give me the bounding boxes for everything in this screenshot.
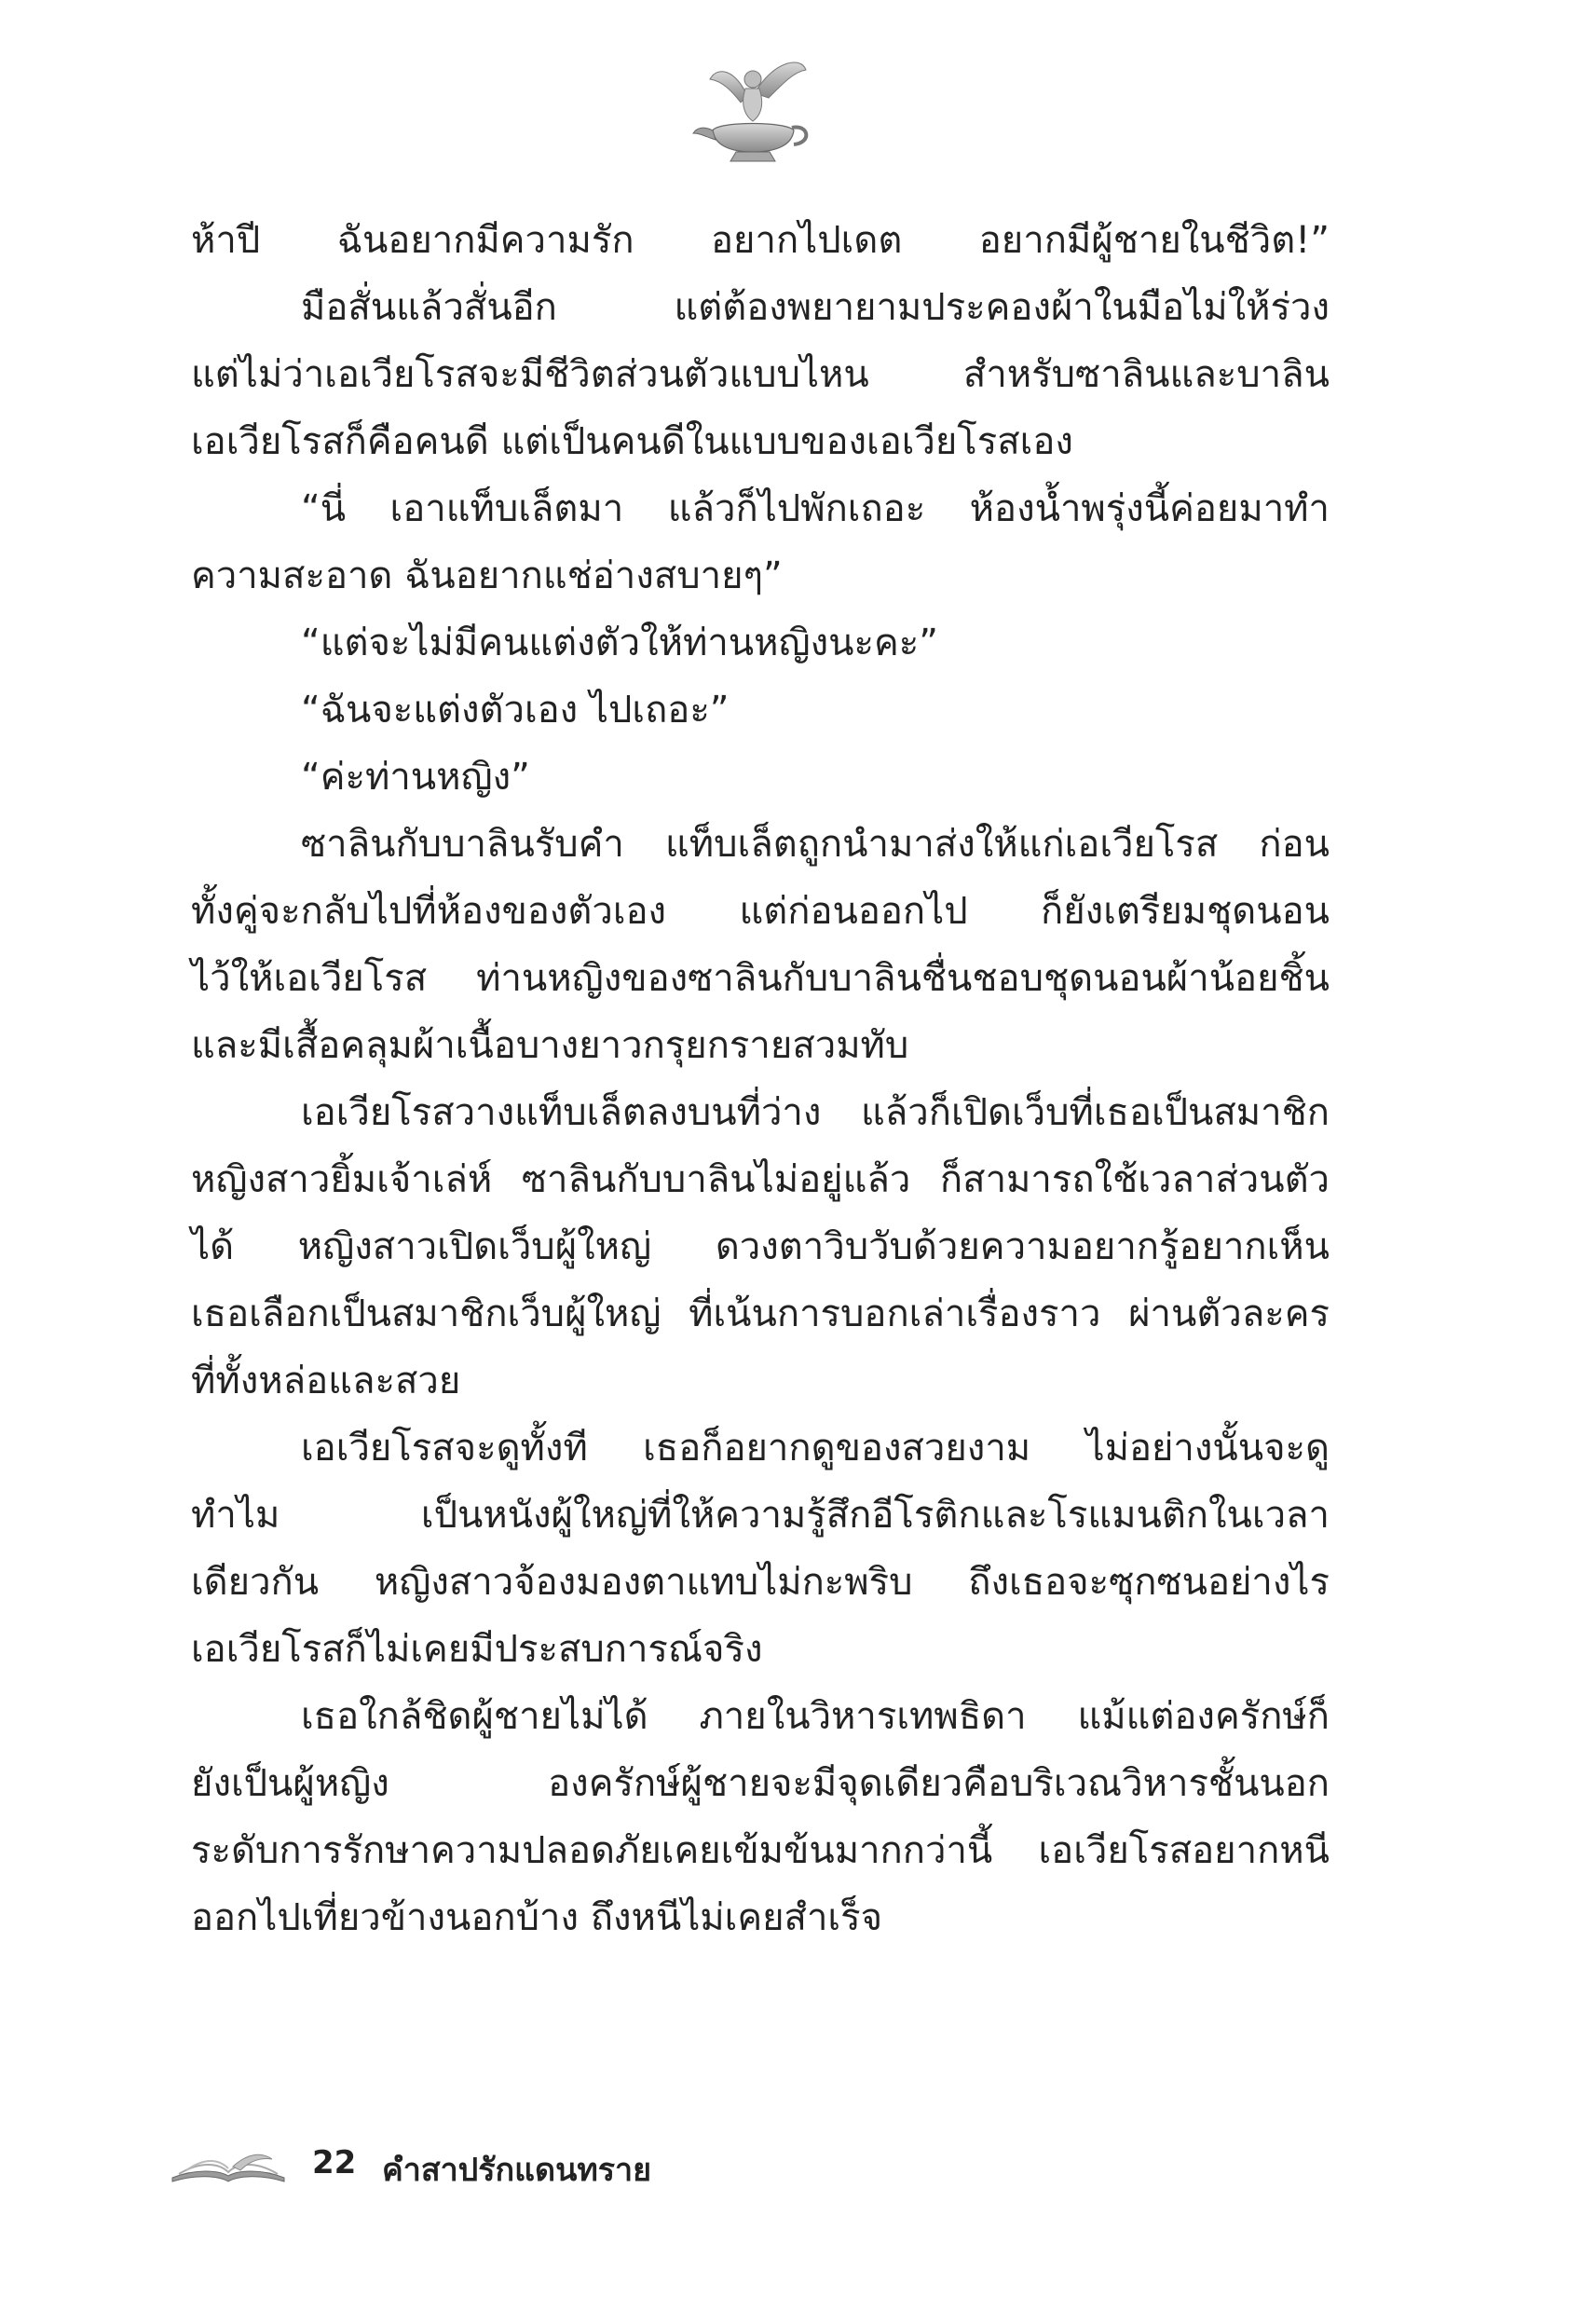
text-line: เอเวียโรสจะดูทั้งที เธอก็อยากดูของสวยงาม ไม่อย่างนั้นจะดู [301,1427,1330,1470]
text-line: ออกไปเที่ยวข้างนอกบ้าง ถึงหนีไม่เคยสำเร็จ [191,1896,883,1939]
page-number: 22 [312,2144,357,2181]
body-text [191,207,1330,1951]
text-line: “ฉันจะแต่งตัวเอง ไปเถอะ” [301,689,730,732]
text-line: มือสั่นแล้วสั่นอีก แต่ต้องพยายามประคองผ้าในมือไม่ให้ร่วง [301,286,1330,329]
text-line: เธอใกล้ชิดผู้ชายไม่ได้ ภายในวิหารเทพธิดา แม้แต่องครักษ์ก็ [301,1695,1330,1738]
text-line: และมีเสื้อคลุมผ้าเนื้อบางยาวกรุยกรายสวมทับ [191,1024,909,1067]
text-line: ไว้ให้เอเวียโรส ท่านหญิงของซาลินกับบาลินชื่นชอบชุดนอนผ้าน้อยชิ้น [191,957,1330,1000]
text-line: ห้าปี ฉันอยากมีความรัก อยากไปเดต อยากมีผู้ชายในชีวิต!” [191,219,1330,262]
text-line: ทั้งคู่จะกลับไปที่ห้องของตัวเอง แต่ก่อนออกไป ก็ยังเตรียมชุดนอน [191,890,1330,933]
text-line: เอเวียโรสก็ไม่เคยมีประสบการณ์จริง [191,1628,763,1671]
text-line: ยังเป็นผู้หญิง องครักษ์ผู้ชายจะมีจุดเดียวคือบริเวณวิหารชั้นนอก [191,1762,1330,1805]
text-line: เอเวียโรสวางแท็บเล็ตลงบนที่ว่าง แล้วก็เปิดเว็บที่เธอเป็นสมาชิก [301,1091,1330,1134]
text-line: “แต่จะไม่มีคนแต่งตัวให้ท่านหญิงนะคะ” [301,622,938,664]
text-line: “นี่ เอาแท็บเล็ตมา แล้วก็ไปพักเถอะ ห้องน้ำพรุ่งนี้ค่อยมาทำ [301,487,1330,530]
text-line: หญิงสาวยิ้มเจ้าเล่ห์ ซาลินกับบาลินไม่อยู่แล้ว ก็สามารถใช้เวลาส่วนตัว [191,1158,1330,1201]
text-line: แต่ไม่ว่าเอเวียโรสจะมีชีวิตส่วนตัวแบบไหน สำหรับซาลินและบาลิน [191,353,1330,396]
text-line: ทำไม เป็นหนังผู้ใหญ่ที่ให้ความรู้สึกอีโรติกและโรแมนติกในเวลา [191,1494,1330,1537]
angel-on-lamp-icon [689,51,815,168]
text-line: ความสะอาด ฉันอยากแช่อ่างสบายๆ” [191,554,783,597]
text-line: ได้ หญิงสาวเปิดเว็บผู้ใหญ่ ดวงตาวิบวับด้วยความอยากรู้อยากเห็น [191,1225,1330,1268]
book-title: คำสาปรักแดนทราย [382,2152,652,2189]
open-book-icon [168,2148,289,2185]
text-line: “ค่ะท่านหญิง” [301,756,530,799]
text-line: ระดับการรักษาความปลอดภัยเคยเข้มข้นมากกว่านี้ เอเวียโรสอยากหนี [191,1829,1330,1872]
text-line: เดียวกัน หญิงสาวจ้องมองตาแทบไม่กะพริบ ถึงเธอจะซุกซนอย่างไร [191,1561,1330,1604]
text-line: เอเวียโรสก็คือคนดี แต่เป็นคนดีในแบบของเอเวียโรสเอง [191,420,1073,463]
text-line: ที่ทั้งหล่อและสวย [191,1360,461,1402]
text-line: ซาลินกับบาลินรับคำ แท็บเล็ตถูกนำมาส่งให้แก่เอเวียโรส ก่อน [301,823,1330,866]
page-footer [168,2139,727,2195]
text-line: เธอเลือกเป็นสมาชิกเว็บผู้ใหญ่ ที่เน้นการบอกเล่าเรื่องราว ผ่านตัวละคร [191,1292,1330,1335]
